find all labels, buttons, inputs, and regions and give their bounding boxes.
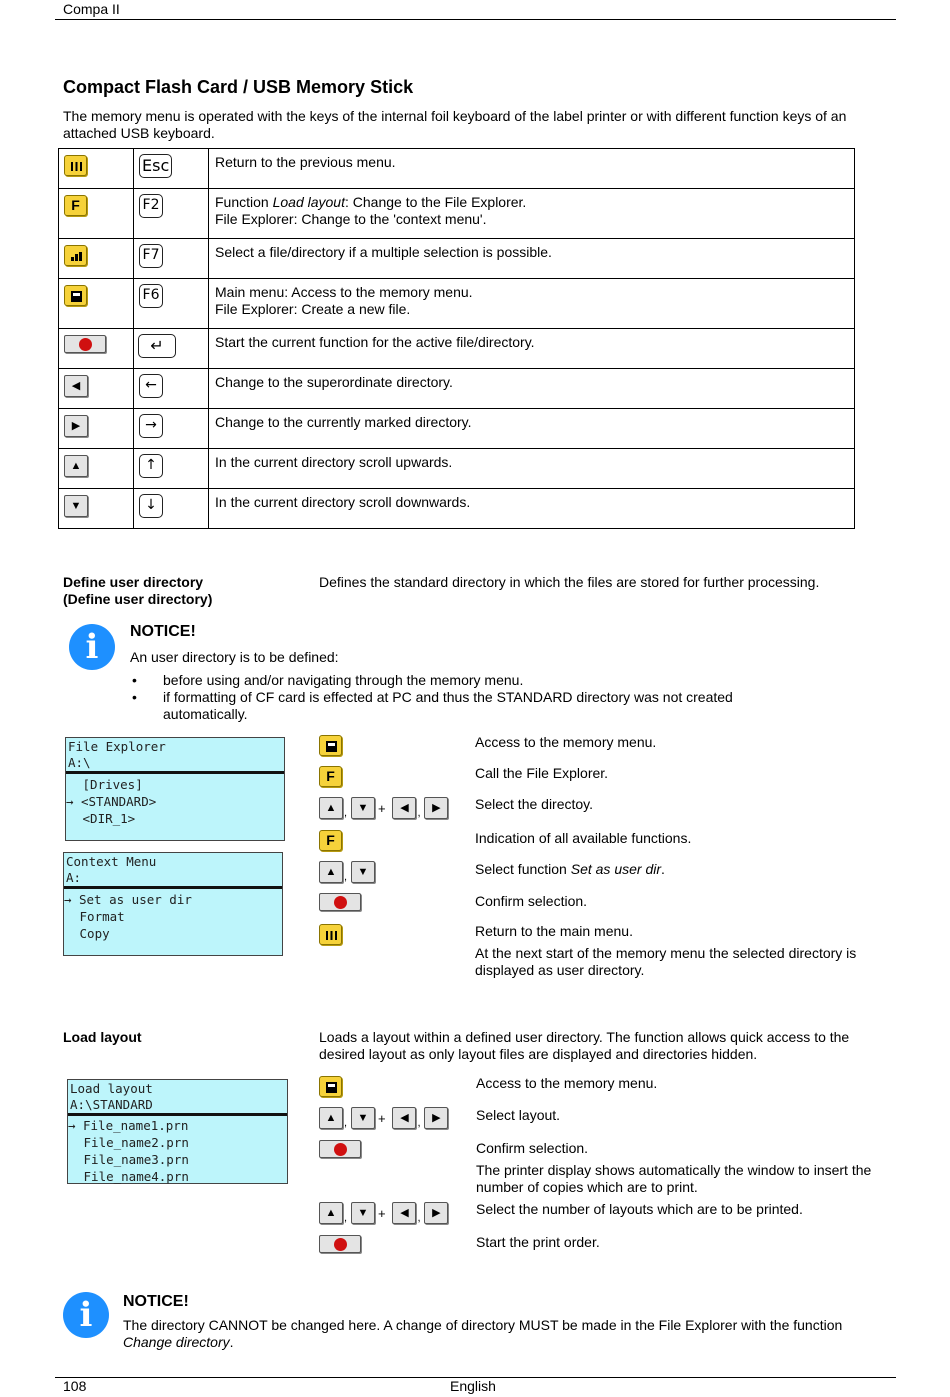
notice-title: NOTICE! <box>123 1293 189 1310</box>
enter-red-key-icon <box>64 335 106 353</box>
lcd-cursor-arrow: → <box>66 794 74 809</box>
step-text: Indication of all available functions. <box>475 830 692 846</box>
lcd-load-layout <box>67 1079 288 1184</box>
enter-red-key-icon <box>319 1140 361 1158</box>
step-text: Select the directoy. <box>475 796 594 812</box>
step-keys-2 <box>319 766 342 787</box>
bullet-item: • before using and/or navigating through the memory menu. <box>130 672 780 689</box>
feed-key-icon <box>64 245 87 266</box>
lcd-line: File Explorer <box>68 739 166 754</box>
step-text: Select function Set as user dir. <box>475 861 665 877</box>
load-layout-desc: Loads a layout within a defined user directory. The function allows quick access to the desired layout as only layout files are displayed and directories hidden. <box>319 1029 850 1062</box>
down-key-icon: ▼ <box>351 797 375 819</box>
step-text: Access to the memory menu. <box>476 1075 658 1091</box>
notice-title: NOTICE! <box>130 623 196 640</box>
key-desc: Change to the currently marked directory. <box>215 414 472 430</box>
lcd-cursor-arrow: → <box>68 1118 76 1133</box>
f-key-icon: F <box>319 766 342 787</box>
f-key-icon: F <box>64 195 87 216</box>
comma: , <box>344 1117 348 1129</box>
up-key-icon: ▲ <box>319 797 343 819</box>
lcd-cursor-arrow: → <box>64 892 72 907</box>
left-key-icon: ◀ <box>64 375 88 397</box>
left-key-icon: ◀ <box>392 1202 416 1224</box>
comma: , <box>417 1117 421 1129</box>
right-key-icon: ▶ <box>424 1202 448 1224</box>
notice-text: An user directory is to be defined: <box>130 649 339 665</box>
lcd-line: <DIR_1> <box>75 811 136 826</box>
step-text: Return to the main menu. <box>475 923 633 939</box>
comma: , <box>344 807 348 819</box>
key-desc: : Change to the File Explorer. <box>345 194 527 210</box>
key-row-right <box>59 409 855 449</box>
lcd-line: <STANDARD> <box>81 794 157 809</box>
lcd-line: A:\STANDARD <box>70 1097 153 1112</box>
comma: , <box>344 871 348 883</box>
memory-key-icon <box>319 735 342 756</box>
f7-key-icon: F7 <box>139 244 163 268</box>
enter-red-key-icon <box>319 1235 361 1253</box>
ll-step-keys-1 <box>319 1076 342 1097</box>
step-keys-5 <box>319 861 375 883</box>
ll-step-keys-3 <box>319 1140 361 1158</box>
page-title: Compact Flash Card / USB Memory Stick <box>63 77 414 97</box>
bullet-item: • if formatting of CF card is effected at PC and thus the STANDARD directory was not created automatically. <box>130 689 780 723</box>
lcd-line: Format <box>72 909 125 924</box>
right-key-icon: ▶ <box>424 797 448 819</box>
step-text: At the next start of the memory menu the selected directory is displayed as user directory. <box>475 945 857 978</box>
step-keys-1 <box>319 735 342 756</box>
step-text: Confirm selection. <box>475 893 588 909</box>
info-icon: i <box>63 1292 109 1338</box>
lcd-line: Load layout <box>70 1081 153 1096</box>
key-row-up <box>59 449 855 489</box>
memory-key-icon <box>319 1076 342 1097</box>
key-row-enter <box>59 329 855 369</box>
lcd-line: File_name1.prn <box>83 1118 189 1133</box>
lcd-line: File_name4.prn <box>76 1169 189 1184</box>
plus-sign: + <box>377 800 386 816</box>
menu-key-icon <box>319 924 342 945</box>
down-key-icon: ▼ <box>351 1107 375 1129</box>
key-row-left <box>59 369 855 409</box>
down-key-icon: ▼ <box>64 495 88 517</box>
key-row-f7 <box>59 239 855 279</box>
lcd-line: A:\ <box>68 755 91 770</box>
arrow-right-key-icon: → <box>139 414 163 438</box>
lcd-line: [Drives] <box>75 777 143 792</box>
notice-bullets <box>130 672 780 723</box>
step-text: Call the File Explorer. <box>475 765 609 781</box>
up-key-icon: ▲ <box>319 1107 343 1129</box>
comma: , <box>417 1212 421 1224</box>
ll-step-keys-5 <box>319 1202 448 1224</box>
plus-sign: + <box>377 1205 386 1221</box>
header-rule <box>55 19 896 20</box>
key-desc: Select a file/directory if a multiple selection is possible. <box>215 244 552 260</box>
key-desc: Main menu: Access to the memory menu. <box>215 284 473 300</box>
label-line: (Define user directory) <box>63 591 213 607</box>
key-desc: Start the current function for the active file/directory. <box>215 334 535 350</box>
step-text: Select layout. <box>476 1107 561 1123</box>
step-text: Select the number of layouts which are to be printed. <box>476 1201 803 1217</box>
key-desc: File Explorer: Create a new file. <box>215 301 411 317</box>
esc-key-icon: Esc <box>139 154 172 178</box>
page-number: 108 <box>63 1378 87 1394</box>
lcd-context-menu <box>63 852 283 956</box>
key-desc: Return to the previous menu. <box>215 154 396 170</box>
key-desc: Change to the superordinate directory. <box>215 374 453 390</box>
key-row-down <box>59 489 855 529</box>
intro-text: The memory menu is operated with the keys of the internal foil keyboard of the label printer or with different function keys of an attached USB keyboard. <box>63 108 847 141</box>
up-key-icon: ▲ <box>64 455 88 477</box>
footer-language: English <box>450 1378 496 1394</box>
left-key-icon: ◀ <box>392 797 416 819</box>
enter-red-key-icon <box>319 893 361 911</box>
lcd-line: Copy <box>72 926 110 941</box>
step-keys-4 <box>319 830 342 851</box>
up-key-icon: ▲ <box>319 1202 343 1224</box>
lcd-line: File_name2.prn <box>76 1135 189 1150</box>
key-row-f6 <box>59 279 855 329</box>
key-row-f2 <box>59 189 855 239</box>
ll-step-keys-2 <box>319 1107 448 1129</box>
step-text: Start the print order. <box>476 1234 600 1250</box>
down-key-icon: ▼ <box>351 861 375 883</box>
step-text: Access to the memory menu. <box>475 734 657 750</box>
lcd-line: Context Menu <box>66 854 157 869</box>
lcd-line: A: <box>66 870 82 885</box>
header-product: Compa II <box>63 1 120 17</box>
down-key-icon: ▼ <box>351 1202 375 1224</box>
step-keys-6 <box>319 893 361 911</box>
key-desc: In the current directory scroll downwards. <box>215 494 471 510</box>
key-desc: Function <box>215 194 273 210</box>
right-key-icon: ▶ <box>424 1107 448 1129</box>
lcd-file-explorer <box>65 737 285 841</box>
enter-key-icon: ↵ <box>138 334 176 358</box>
define-user-dir-label <box>63 574 212 608</box>
f2-key-icon: F2 <box>139 194 163 218</box>
ll-step-keys-6 <box>319 1235 361 1253</box>
arrow-down-key-icon: ↓ <box>139 494 163 518</box>
step-keys-7 <box>319 924 342 945</box>
step-text: Confirm selection. <box>476 1140 589 1156</box>
key-table <box>58 148 855 529</box>
comma: , <box>417 807 421 819</box>
comma: , <box>344 1212 348 1224</box>
arrow-up-key-icon: ↑ <box>139 454 163 478</box>
menu-key-icon <box>64 155 87 176</box>
load-layout-label: Load layout <box>63 1029 142 1045</box>
step-keys-3 <box>319 797 448 819</box>
plus-sign: + <box>377 1110 386 1126</box>
notice-text: The directory CANNOT be changed here. A change of directory MUST be made in the File Explorer with the function Change directory. <box>123 1317 843 1350</box>
step-text: The printer display shows automatically the window to insert the number of copies which are to print. <box>476 1162 872 1195</box>
memory-key-icon <box>64 285 87 306</box>
lcd-line: File_name3.prn <box>76 1152 189 1167</box>
info-icon: i <box>69 624 115 670</box>
lcd-line: Set as user dir <box>79 892 192 907</box>
label-line: Define user directory <box>63 574 204 590</box>
arrow-left-key-icon: ← <box>139 374 163 398</box>
f-key-icon: F <box>319 830 342 851</box>
key-row-esc <box>59 149 855 189</box>
right-key-icon: ▶ <box>64 415 88 437</box>
define-user-dir-desc: Defines the standard directory in which the files are stored for further processing. <box>319 574 820 590</box>
key-desc: File Explorer: Change to the 'context menu'. <box>215 211 487 227</box>
left-key-icon: ◀ <box>392 1107 416 1129</box>
f6-key-icon: F6 <box>139 284 163 308</box>
up-key-icon: ▲ <box>319 861 343 883</box>
key-desc-em: Load layout <box>272 194 345 210</box>
key-desc: In the current directory scroll upwards. <box>215 454 453 470</box>
